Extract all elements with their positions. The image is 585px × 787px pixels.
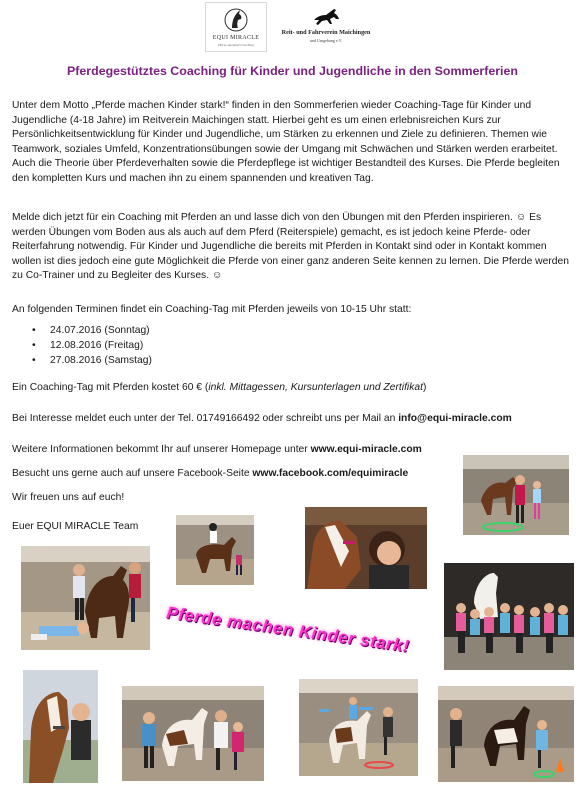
reitverein-logo [276,2,376,50]
photo-child-with-pinto-cones [438,686,574,782]
logo-name: EQUI MIRACLE [212,35,260,41]
page-title: Pferdegestütztes Coaching für Kinder und Jugendliche in den Sommerferien [67,64,518,78]
list-item: • 27.08.2016 (Samstag) [30,353,152,368]
photo-girl-with-horse [305,507,427,589]
facebook-link[interactable]: www.facebook.com/equimiracle [252,468,409,479]
facebook-line: Besucht uns gerne auch auf unsere Facebook-Seite www.facebook.com/equimiracle [12,468,409,479]
photo-child-with-pony [23,670,98,783]
logo-tagline: und Umgebung e.V. [310,38,342,43]
photo-riding-exercise [299,679,418,776]
homepage-link[interactable]: www.equi-miracle.com [310,444,422,455]
logo-tagline: Horse-Assisted Coaching [218,43,254,47]
photo-kids-with-horse-1 [463,455,569,535]
homepage-line: Weitere Informationen bekommt Ihr auf unserer Homepage unter www.equi-miracle.com [12,444,422,455]
dates-list [30,323,152,368]
photo-child-riding [176,515,254,585]
jumping-horse-logo-icon [312,6,342,28]
intro-paragraph: Unter dem Motto „Pferde machen Kinder stark!“ finden in den Sommerferien wieder Coaching-Tage für Kinder und Jugendliche (4-18 Jahre) im Reitverein Maichingen statt. Hierbei geht es um einen erlebnisreichen Kurs zur Persönlichkeitsentwicklung für Kinder und Jugendliche, um Stärken zu erkennen und Ziele zu definieren. Themen wie Teamwork, soziales Umfeld, Konzentrationsübungen sowie der Umgang mit Schwächen und Stärken werden erarbeitet. Auch die Theorie über Pferdeverhalten sowie die Pferdepflege ist wichtiger Bestandteil des Kurses. Die Pferde begleiten den kompletten Kurs und machen ihn zu einem spannenden und kreativen Tag. [12,100,560,184]
closing-line: Wir freuen uns auf euch! [12,492,125,503]
contact-line: Bei Interesse meldet euch unter der Tel. 01749166492 oder schreibt uns per Mail an info@equi-miracle.com [12,413,512,424]
price-line: Ein Coaching-Tag mit Pferden kostet 60 € (inkl. Mittagessen, Kursunterlagen und Zertifikat) [12,382,427,393]
dates-intro: An folgenden Terminen findet ein Coaching-Tag mit Pferden jeweils von 10-15 Uhr statt: [12,304,412,315]
photo-kids-group-with-horse [21,546,150,650]
equi-miracle-logo [205,2,267,52]
slogan-banner: Pferde machen Kinder stark! [165,603,411,656]
signature: Euer EQUI MIRACLE Team [12,521,139,532]
photo-girls-with-pinto [122,686,264,781]
list-item: • 24.07.2016 (Sonntag) [30,323,152,338]
logo-name: Reit- und Fahrverein Maichingen [281,29,371,36]
photo-group-in-stable [444,563,574,670]
invite-paragraph: Melde dich jetzt für ein Coaching mit Pferden an und lasse dich von den Übungen mit den Pferden inspirieren. ☺ Es werden Übungen vom Boden aus als auch auf dem Pferd (Reiterspiele) gemacht, es ist jedoch keine Pferde- oder Reiterfahrung notwendig. Für Kinder und Jugendliche die bereits mit Pferden in Kontakt sind oder in Kontakt kommen wollen ist dies jedoch eine gute Möglichkeit die Pferde von einer ganz anderen Seite kennen zu lernen. Die Pferde werden zu Co-Trainer und zu Begleiter des Kurses. ☺ [12,212,569,282]
price-note: inkl. Mittagessen, Kursunterlagen und Zertifikat [208,382,423,393]
email-link[interactable]: info@equi-miracle.com [398,413,512,424]
list-item: • 12.08.2016 (Freitag) [30,338,152,353]
horse-head-logo-icon [224,6,248,34]
